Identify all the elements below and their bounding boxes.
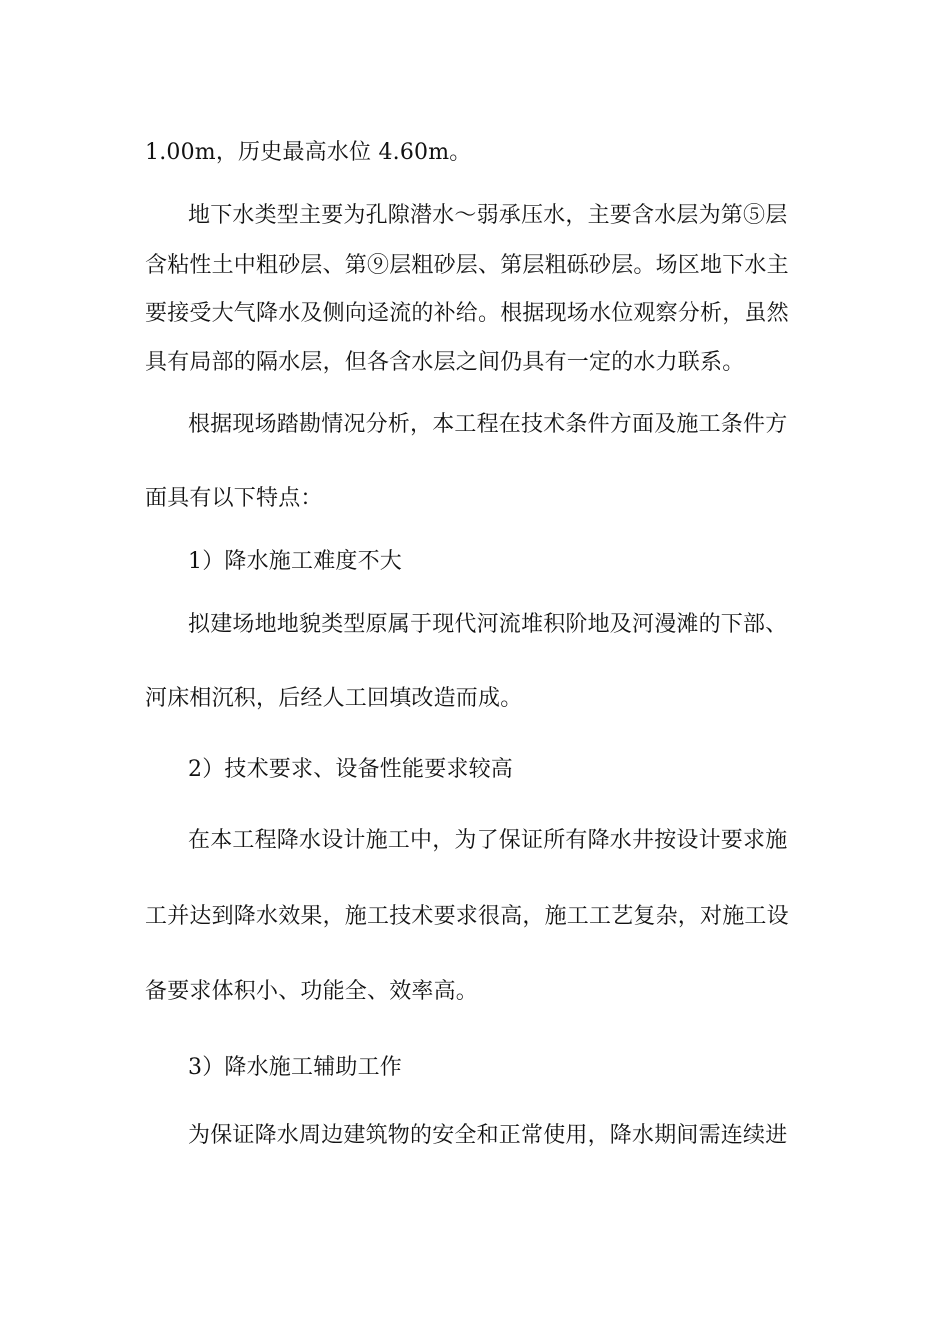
paragraph-start: 地下水类型主要为孔隙潜水～弱承压水，主要含水层为第⑤层 bbox=[188, 203, 788, 228]
list-heading-3: 3）降水施工辅助工作 bbox=[188, 1055, 402, 1080]
text-line: 具有局部的隔水层，但各含水层之间仍具有一定的水力联系。 bbox=[145, 350, 745, 375]
text-line: 河床相沉积，后经人工回填改造而成。 bbox=[145, 686, 523, 711]
paragraph-start: 根据现场踏勘情况分析，本工程在技术条件方面及施工条件方 bbox=[188, 412, 788, 437]
list-heading-2: 2）技术要求、设备性能要求较高 bbox=[188, 757, 513, 782]
text-line: 要接受大气降水及侧向迳流的补给。根据现场水位观察分析，虽然 bbox=[145, 301, 789, 326]
text-line: 1.00m，历史最高水位 4.60m。 bbox=[145, 140, 472, 165]
paragraph-start: 在本工程降水设计施工中，为了保证所有降水井按设计要求施 bbox=[188, 828, 788, 853]
paragraph-start: 拟建场地地貌类型原属于现代河流堆积阶地及河漫滩的下部、 bbox=[188, 612, 788, 637]
list-heading-1: 1）降水施工难度不大 bbox=[188, 549, 402, 574]
paragraph-start: 为保证降水周边建筑物的安全和正常使用，降水期间需连续进 bbox=[188, 1123, 788, 1148]
text-line: 面具有以下特点： bbox=[145, 486, 323, 511]
text-line: 工并达到降水效果，施工技术要求很高，施工工艺复杂，对施工设 bbox=[145, 904, 789, 929]
text-line: 备要求体积小、功能全、效率高。 bbox=[145, 979, 479, 1004]
text-line: 含粘性土中粗砂层、第⑨层粗砂层、第层粗砾砂层。场区地下水主 bbox=[145, 253, 789, 278]
